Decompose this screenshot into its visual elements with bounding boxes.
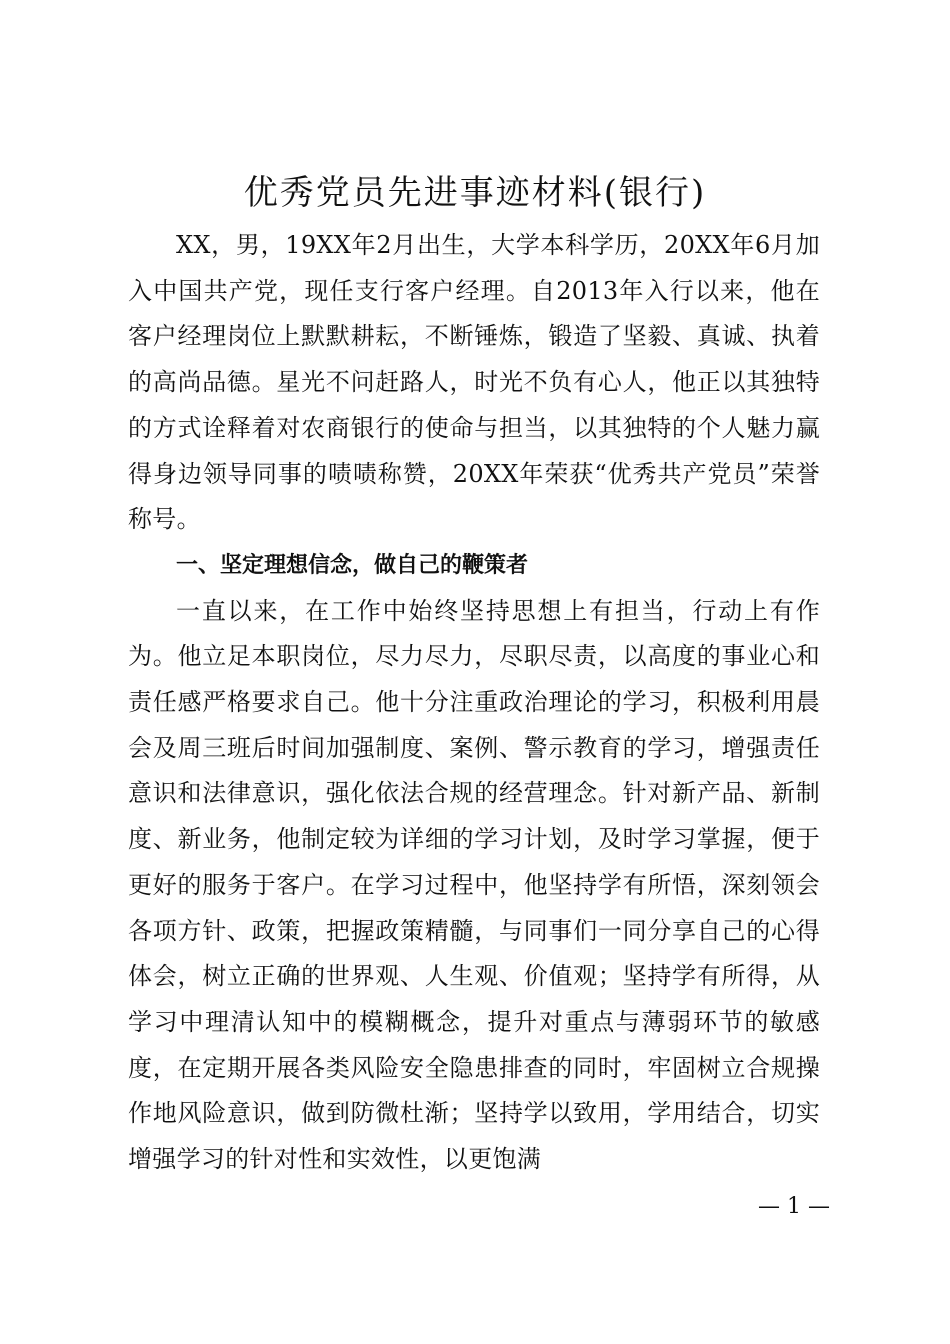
page-number: — 1 — [758, 1194, 830, 1219]
section-paragraph: 一直以来，在工作中始终坚持思想上有担当，行动上有作为。他立足本职岗位，尽力尽力，尽职尽责，以高度的事业心和责任感严格要求自己。他十分注重政治理论的学习，积极利用晨会及周三班后时间加强制度、案例、警示教育的学习，增强责任意识和法律意识，强化依法合规的经营理念。针对新产品、新制度、新业务，他制定较为详细的学习计划，及时学习掌握，便于更好的服务于客户。在学习过程中，他坚持学有所悟，深刻领会各项方针、政策，把握政策精髓，与同事们一同分享自己的心得体会，树立正确的世界观、人生观、价值观；坚持学有所得，从学习中理清认知中的模糊概念，提升对重点与薄弱环节的敏感度，在定期开展各类风险安全隐患排查的同时，牢固树立合规操作地风险意识，做到防微杜渐；坚持学以致用，学用结合，切实增强学习的针对性和实效性，以更饱满 [128, 596, 820, 1174]
document-body [128, 223, 820, 1183]
section-heading: 一、坚定理想信念，做自己的鞭策者 [176, 552, 529, 578]
document-title: 优秀党员先进事迹材料(银行) [243, 173, 707, 213]
intro-paragraph: XX，男，19XX年2月出生，大学本科学历，20XX年6月加入中国共产党，现任支行客户经理。自2013年入行以来，他在客户经理岗位上默默耕耘，不断锤炼，锻造了坚毅、真诚、执着的高尚品德。星光不问赶路人，时光不负有心人，他正以其独特的方式诠释着对农商银行的使命与担当，以其独特的个人魅力赢得身边领导同事的啧啧称赞，20XX年荣获“优秀共产党员”荣誉称号。 [128, 231, 820, 534]
